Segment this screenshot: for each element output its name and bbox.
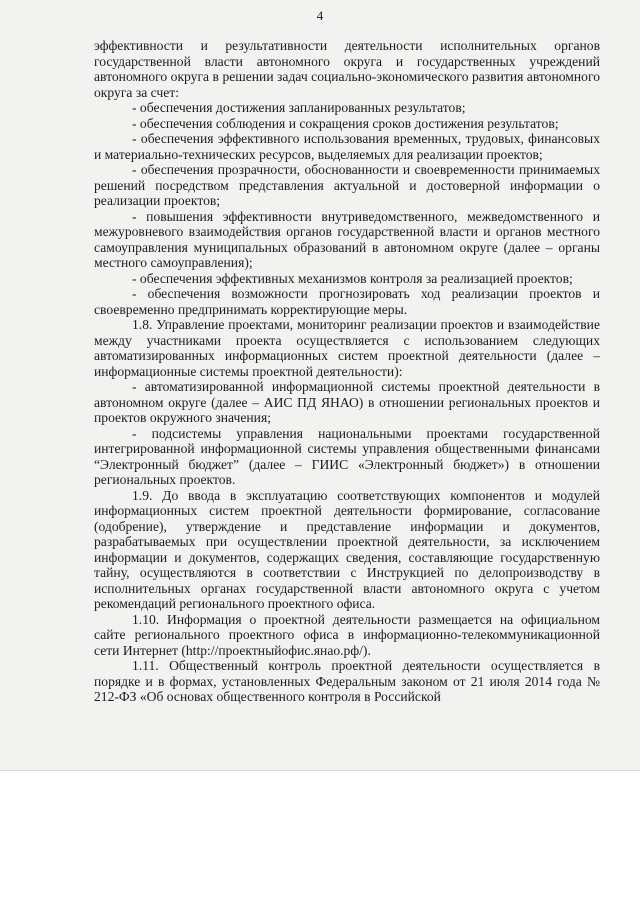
list-item-results: - обеспечения достижения запланированных результатов; bbox=[132, 100, 466, 115]
page-number: 4 bbox=[316, 8, 324, 23]
paragraph-1-9: 1.9. До ввода в эксплуатацию соответствующих компонентов и модулей информационных систем проектной деятельности формирование, согласование (одобрение), утверждение и представление информации и документов, разрабатываемых при осуществлении проектной деятельности, за исключением информации и документов, содержащих сведения, составляющие государственную тайну, осуществляются в соответствии с Инструкцией по делопроизводству в исполнительных органах государственной власти автономного округа с учетом рекомендаций регионального проектного офиса. bbox=[94, 487, 600, 611]
list-item-transparency: - обеспечения прозрачности, обоснованности и своевременности принимаемых решений посредством представления актуальной и достоверной информации о реализации проектов; bbox=[94, 162, 600, 208]
paragraph-1-8: 1.8. Управление проектами, мониторинг реализации проектов и взаимодействие между участниками проекта осуществляется с использованием следующих автоматизированных информационных систем проектной деятельности (далее – информационные системы проектной деятельности): bbox=[94, 317, 600, 379]
list-item-ais-pd: - автоматизированной информационной системы проектной деятельности в автономном округе (далее – АИС ПД ЯНАО) в отношении региональных проектов и проектов окружного значения; bbox=[94, 379, 600, 425]
document-body bbox=[94, 38, 600, 705]
list-item-control: - обеспечения эффективных механизмов контроля за реализацией проектов; bbox=[132, 270, 573, 286]
list-item-deadlines: - обеспечения соблюдения и сокращения сроков достижения результатов; bbox=[132, 115, 559, 131]
list-item-giis: - подсистемы управления национальными проектами государственной интегрированной информационной системы управления общественными финансами “Электронный бюджет” (далее – ГИИС «Электронный бюджет») в отношении региональных проектов. bbox=[94, 425, 600, 487]
paragraph-1-11: 1.11. Общественный контроль проектной деятельности осуществляется в порядке и в формах, установленных Федеральным законом от 21 июля 2014 года № 212-ФЗ «Об основах общественного контроля в Российской bbox=[94, 658, 600, 704]
list-item-interaction: - повышения эффективности внутриведомственного, межведомственного и межуровневого взаимодействия органов государственной власти и органов местного самоуправления муниципальных образований в автономном округе (далее – органы местного самоуправления); bbox=[94, 208, 600, 270]
paragraph-1-10: 1.10. Информация о проектной деятельности размещается на официальном сайте регионального проектного офиса в информационно-телекоммуникационной сети Интернет (http://проектныйофис.янао.рф/). bbox=[94, 611, 600, 658]
list-item-forecasting: - обеспечения возможности прогнозировать ход реализации проектов и своевременно предпринимать корректирующие меры. bbox=[94, 286, 600, 317]
paragraph-intro-continuation: эффективности и результативности деятельности исполнительных органов государственной власти автономного округа и государственных учреждений автономного округа в решении задач социально-экономического развития автономного округа за счет: bbox=[94, 38, 600, 100]
list-item-resources: - обеспечения эффективного использования временных, трудовых, финансовых и материально-технических ресурсов, выделяемых для реализации проектов; bbox=[94, 131, 600, 162]
